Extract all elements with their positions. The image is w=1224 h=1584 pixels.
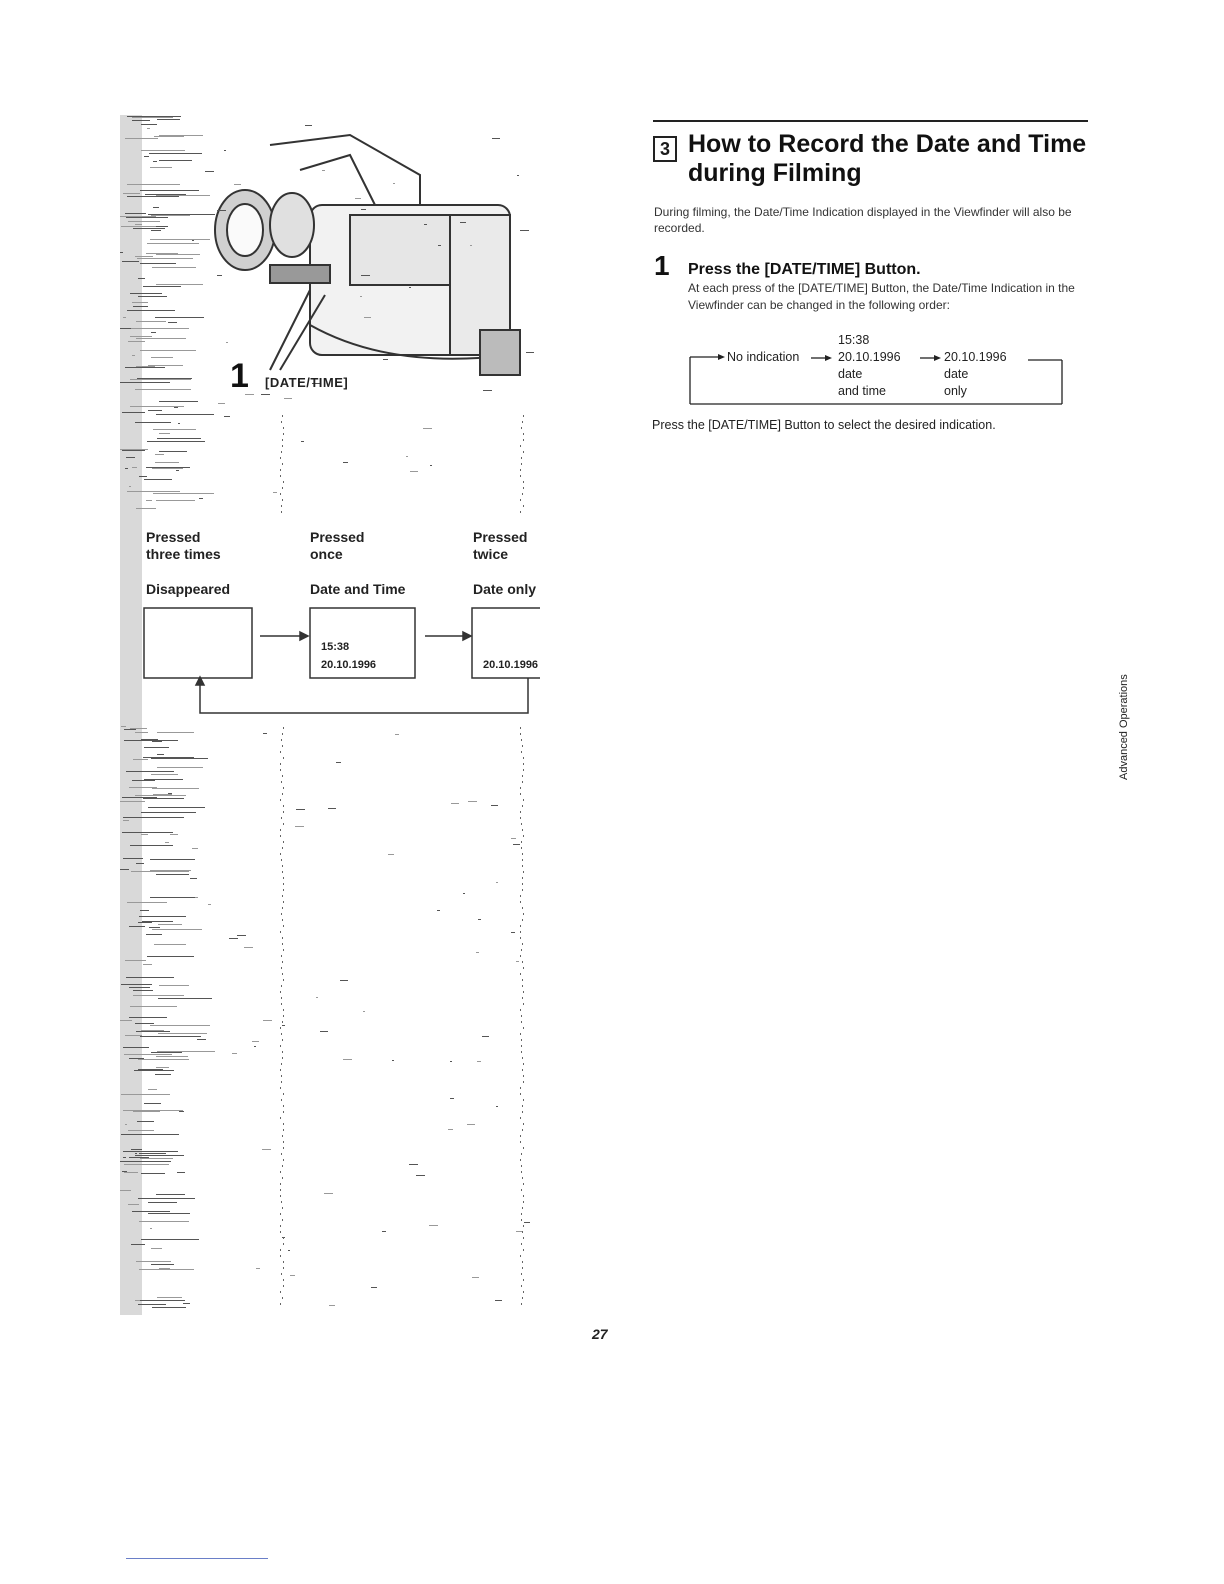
section-title: How to Record the Date and Time during Filming [688, 130, 1087, 187]
viewfinder-date-a: 20.10.1996 [321, 659, 377, 671]
seq-desc-b-2: only [944, 384, 967, 398]
section-number: 3 [653, 136, 677, 162]
seq-date-a: 20.10.1996 [838, 350, 901, 364]
closing-text: Press the [DATE/TIME] Button to select the desired indication. [652, 418, 996, 432]
seq-desc-a-1: date [838, 367, 863, 381]
seq-date-b: 20.10.1996 [944, 350, 1007, 364]
scan-texture [120, 115, 540, 1315]
caption-disappeared: Disappeared [146, 581, 231, 597]
side-tab-label: Advanced Operations [1118, 674, 1130, 780]
state-three-times-label: Pressed three times [146, 529, 221, 562]
caption-date-and-time: Date and Time [310, 581, 406, 597]
seq-no-indication: No indication [727, 350, 800, 364]
seq-desc-b-1: date [944, 367, 969, 381]
state-twice-label: Pressed twice [473, 529, 528, 562]
datetime-button-callout: [DATE/TIME] [265, 375, 349, 390]
section-intro: During filming, the Date/Time Indication displayed in the Viewfinder will also be recorded. [654, 205, 1072, 235]
page-number: 27 [592, 1326, 608, 1342]
caption-date-only: Date only [473, 581, 537, 597]
viewfinder-time: 15:38 [321, 641, 350, 653]
illustration-step-number: 1 [230, 357, 249, 395]
state-once-label: Pressed once [310, 529, 365, 562]
step-number: 1 [654, 250, 670, 281]
seq-time: 15:38 [838, 333, 870, 347]
step-body: At each press of the [DATE/TIME] Button, the Date/Time Indication in the Viewfinder can be changed in the following order: [688, 281, 1075, 312]
camcorder-illustration [215, 135, 520, 375]
step-title: Press the [DATE/TIME] Button. [688, 261, 921, 278]
viewfinder-date-b: 20.10.1996 [483, 659, 539, 671]
illustration-panel [120, 115, 540, 1315]
section-rule [653, 120, 1088, 122]
footer-rule [126, 1558, 268, 1559]
seq-desc-a-2: and time [838, 384, 886, 398]
